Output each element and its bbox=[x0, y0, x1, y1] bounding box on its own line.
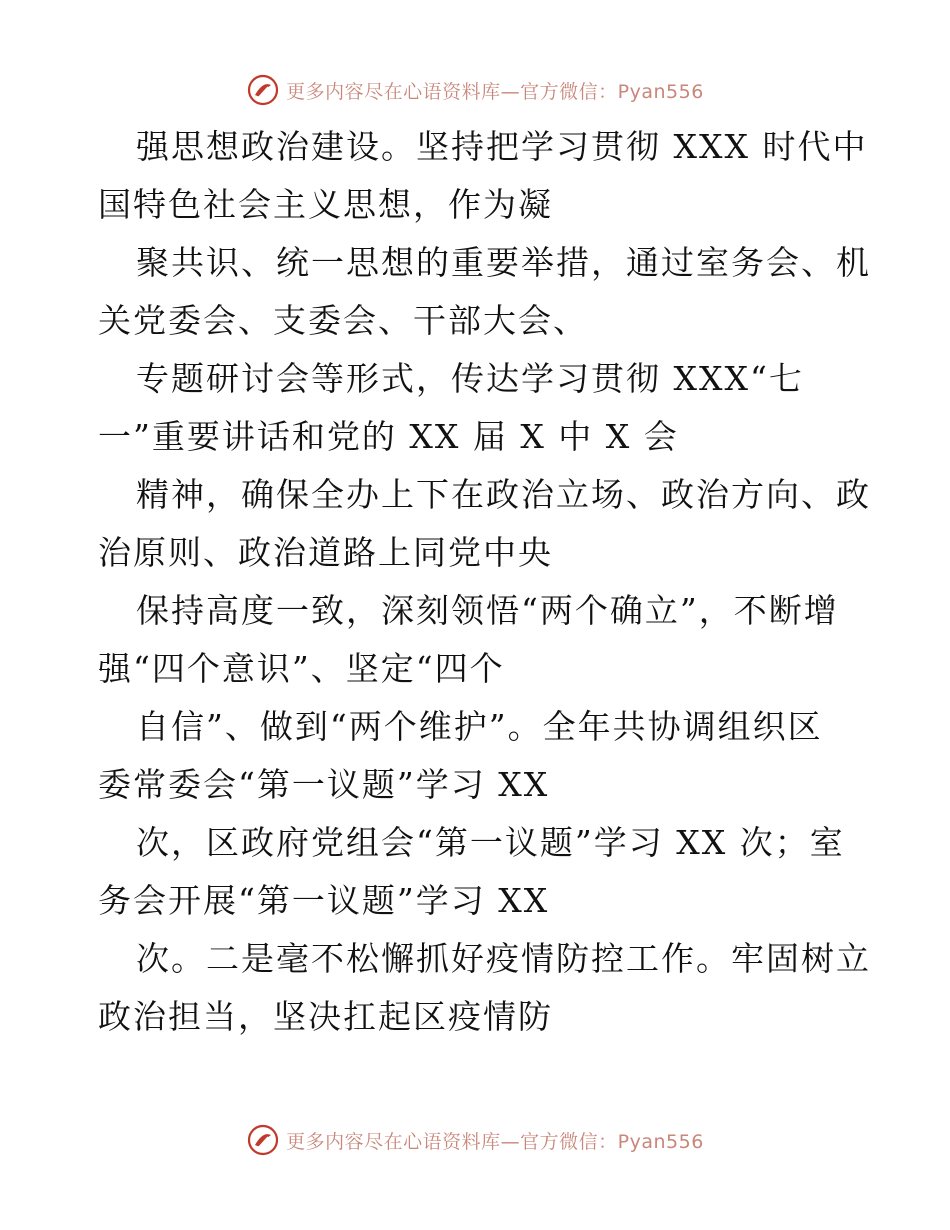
body-line: 精神，确保全办上下在政治立场、政治方向、政 bbox=[136, 475, 871, 514]
watermark-text: 更多内容尽在心语资料库—官方微信： bbox=[286, 80, 618, 103]
body-line: 强“四个意识”、坚定“四个 bbox=[98, 649, 505, 688]
watermark-id: Pyan556 bbox=[617, 80, 704, 103]
body-line: 保持高度一致，深刻领悟“两个确立”，不断增 bbox=[136, 591, 839, 630]
body-line: 委常委会“第一议题”学习 XX bbox=[98, 765, 550, 804]
watermark-id: Pyan556 bbox=[617, 1130, 704, 1153]
logo-icon bbox=[246, 73, 280, 107]
body-line: 次，区政府党组会“第一议题”学习 XX 次；室 bbox=[136, 823, 845, 862]
document-body bbox=[98, 118, 871, 1046]
body-line: 治原则、政治道路上同党中央 bbox=[98, 533, 553, 572]
body-line: 一”重要讲话和党的 XX 届 X 中 X 会 bbox=[98, 417, 679, 456]
body-line: 次。二是毫不松懈抓好疫情防控工作。牢固树立 bbox=[136, 939, 871, 978]
logo-icon bbox=[246, 1123, 280, 1157]
body-line: 政治担当，坚决扛起区疫情防 bbox=[98, 997, 553, 1036]
body-line: 聚共识、统一思想的重要举措，通过室务会、机 bbox=[136, 243, 871, 282]
body-line: 务会开展“第一议题”学习 XX bbox=[98, 881, 550, 920]
header-watermark bbox=[0, 70, 950, 110]
footer-watermark bbox=[0, 1120, 950, 1160]
body-line: 专题研讨会等形式，传达学习贯彻 XXX“七 bbox=[136, 359, 804, 398]
body-line: 国特色社会主义思想，作为凝 bbox=[98, 185, 553, 224]
body-line: 关党委会、支委会、干部大会、 bbox=[98, 301, 588, 340]
body-line: 自信”、做到“两个维护”。全年共协调组织区 bbox=[136, 707, 823, 746]
body-line: 强思想政治建设。坚持把学习贯彻 XXX 时代中 bbox=[136, 127, 868, 166]
watermark-text: 更多内容尽在心语资料库—官方微信： bbox=[286, 1130, 618, 1153]
